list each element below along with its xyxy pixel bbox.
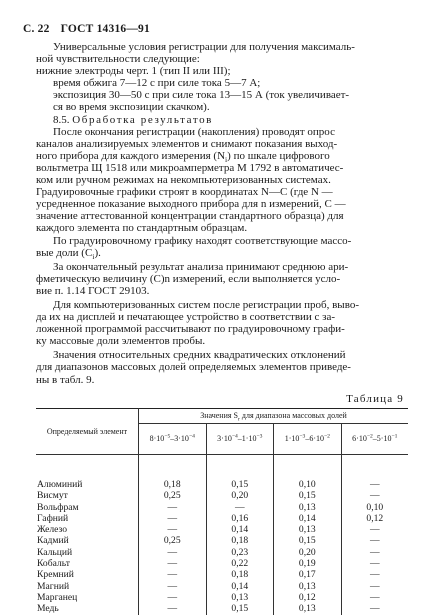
table-row (36, 502, 408, 513)
element-name: Марганец (36, 592, 139, 603)
element-name: Кремний (36, 569, 139, 580)
text-line: Для компьютеризованных систем после регистрации проб, выво- (53, 298, 359, 311)
column-group-header: Значения $S_r$ для диапазона массовых долей (139, 409, 409, 424)
text-line: время обжига 7—12 с при силе тока 5—7 А; (53, 77, 261, 90)
table-cell: — (370, 591, 380, 603)
element-name: Магний (36, 581, 139, 592)
data-table (36, 408, 408, 615)
text-line: ной чувствительности следующие: (36, 53, 200, 66)
table-cell: 0,17 (274, 569, 342, 580)
text-line: каналов анализируемых элементов и снимают показания выход- (36, 137, 338, 150)
table-row (36, 558, 408, 569)
table-cell: 0,16 (206, 513, 274, 524)
text-line: ложенной программой рассчитывают по градуировочному графи- (36, 323, 345, 336)
table-cell: 0,13 (206, 592, 274, 603)
table-cell: 0,13 (274, 603, 342, 614)
table-row (36, 535, 408, 546)
range-header: $1\cdot 10^{-3}-6\cdot 10^{-2}$ (274, 424, 342, 455)
table-cell: 0,23 (206, 547, 274, 558)
text-line: фметическую величину (C)n измерений, если выполняется усло- (36, 272, 341, 285)
text-line: да их на дисплей и печатающее устройство в соответствии с за- (36, 311, 336, 324)
body-text (36, 41, 404, 386)
element-name: Кальций (36, 547, 139, 558)
table-cell: — (370, 569, 380, 581)
text-line: усредненное показание выходного прибора для n измерений, C — (36, 198, 346, 211)
table-cell: 0,14 (206, 524, 274, 535)
table-row (36, 490, 408, 501)
element-name: Кадмий (36, 535, 139, 546)
table-cell: 0,12 (366, 512, 384, 524)
text-line: для диапазонов массовых долей определяемых элементов приведе- (36, 361, 351, 374)
table-title: Таблица 9 (346, 393, 404, 405)
element-name: Вольфрам (36, 502, 139, 513)
text-line: ком или ручном режимах на некомпьютеризованных системах. (36, 174, 331, 187)
table-cell: 0,22 (206, 558, 274, 569)
table-cell: — (206, 502, 274, 513)
section-heading (36, 114, 404, 126)
text-line: ку массовые доли элементов пробы. (36, 335, 206, 348)
table-cell: — (370, 535, 380, 547)
table-row (36, 455, 408, 491)
range-header: $8\cdot 10^{-5}-3\cdot 10^{-4}$ (139, 424, 207, 455)
table-row (36, 524, 408, 535)
table-cell: 0,12 (274, 592, 342, 603)
table-cell: 0,18 (139, 455, 207, 491)
text-line: По градуировочному графику находят соответствующие массо- (53, 234, 352, 247)
table-row (36, 547, 408, 558)
text-line: Значения относительных средних квадратических отклонений (53, 349, 346, 362)
table-cell: 0,25 (139, 535, 207, 546)
table-row (36, 513, 408, 524)
table-cell: 0,13 (274, 581, 342, 592)
table-cell: — (370, 490, 380, 502)
text-line: значение аттестованной концентрации стандартного образца) для (36, 210, 344, 223)
table-cell: — (139, 502, 207, 513)
text-line: За окончательный результат анализа принимают среднюю ари- (53, 260, 349, 273)
page-header (23, 23, 150, 35)
table-cell: 0,15 (274, 490, 342, 501)
table-cell: 0,20 (206, 490, 274, 501)
text-line: вольтметра Щ 1518 или микроамперметра М 1792 в автоматичес- (36, 161, 344, 174)
table-cell: 0,15 (206, 455, 274, 491)
element-name: Висмут (36, 490, 139, 501)
table-cell: — (370, 524, 380, 536)
section-number: 8.5. (53, 113, 70, 126)
table-cell: — (139, 524, 207, 535)
text-line: Градуировочные графики строят в координатах N—C (где N — (36, 186, 333, 199)
column-header-element: Определяемый элемент (36, 409, 139, 455)
text-line: ся во время экспозиции скачком). (53, 101, 210, 114)
page-number: С. 22 (23, 23, 50, 35)
table-cell: — (139, 592, 207, 603)
range-header: $6\cdot 10^{-2}-5\cdot 10^{-1}$ (341, 424, 408, 455)
table-cell: 0,14 (206, 581, 274, 592)
text-line: После окончания регистрации (накопления) проводят опрос (53, 125, 335, 138)
section-title: Обработка результатов (72, 113, 213, 126)
table-cell: 0,18 (206, 569, 274, 580)
table-cell: 0,15 (274, 535, 342, 546)
text-line: каждого элемента по стандартным образцам. (36, 222, 248, 235)
element-name: Железо (36, 524, 139, 535)
table-cell: — (139, 513, 207, 524)
table-cell: 0,14 (274, 513, 342, 524)
table-cell: — (139, 581, 207, 592)
text-line: нижние электроды черт. 1 (тип II или III); (36, 65, 231, 78)
element-name: Медь (36, 603, 139, 614)
table-cell: 0,19 (274, 558, 342, 569)
table-cell: 0,10 (274, 455, 342, 491)
table-cell: 0,18 (206, 535, 274, 546)
table-cell: — (139, 558, 207, 569)
table-cell: 0,13 (274, 502, 342, 513)
table-cell: — (370, 479, 380, 490)
text-line: вые доли $(C_i)$. (36, 246, 101, 261)
table-cell: 0,10 (366, 501, 384, 513)
range-header: $3\cdot 10^{-4}-1\cdot 10^{-3}$ (206, 424, 274, 455)
element-name: Кобальт (36, 558, 139, 569)
table-cell: — (370, 546, 380, 558)
table-cell: — (370, 603, 380, 615)
table-cell: — (370, 558, 380, 570)
table-row (36, 569, 408, 580)
table-row (36, 603, 408, 614)
table-cell: — (139, 569, 207, 580)
table-row (36, 581, 408, 592)
element-name: Алюминий (36, 455, 139, 491)
table-cell: 0,20 (274, 547, 342, 558)
table-cell: 0,25 (139, 490, 207, 501)
table-cell: — (139, 603, 207, 614)
text-line: экспозиция 30—50 с при силе тока 13—15 А (ток увеличивает- (53, 89, 350, 102)
standard-code: ГОСТ 14316—91 (60, 23, 150, 35)
table-cell: 0,13 (274, 524, 342, 535)
table-cell: 0,15 (206, 603, 274, 614)
table-cell: — (139, 547, 207, 558)
text-line: Универсальные условия регистрации для получения максималь- (53, 41, 355, 53)
table-row (36, 592, 408, 603)
text-line: вие п. 1.14 ГОСТ 29103. (36, 284, 150, 297)
element-name: Гафний (36, 513, 139, 524)
text-line: ны в табл. 9. (36, 373, 95, 386)
text-line: ного прибора для каждого измерения $(N_i)$ по шкале цифрового (36, 149, 330, 165)
table-cell: — (370, 580, 380, 592)
